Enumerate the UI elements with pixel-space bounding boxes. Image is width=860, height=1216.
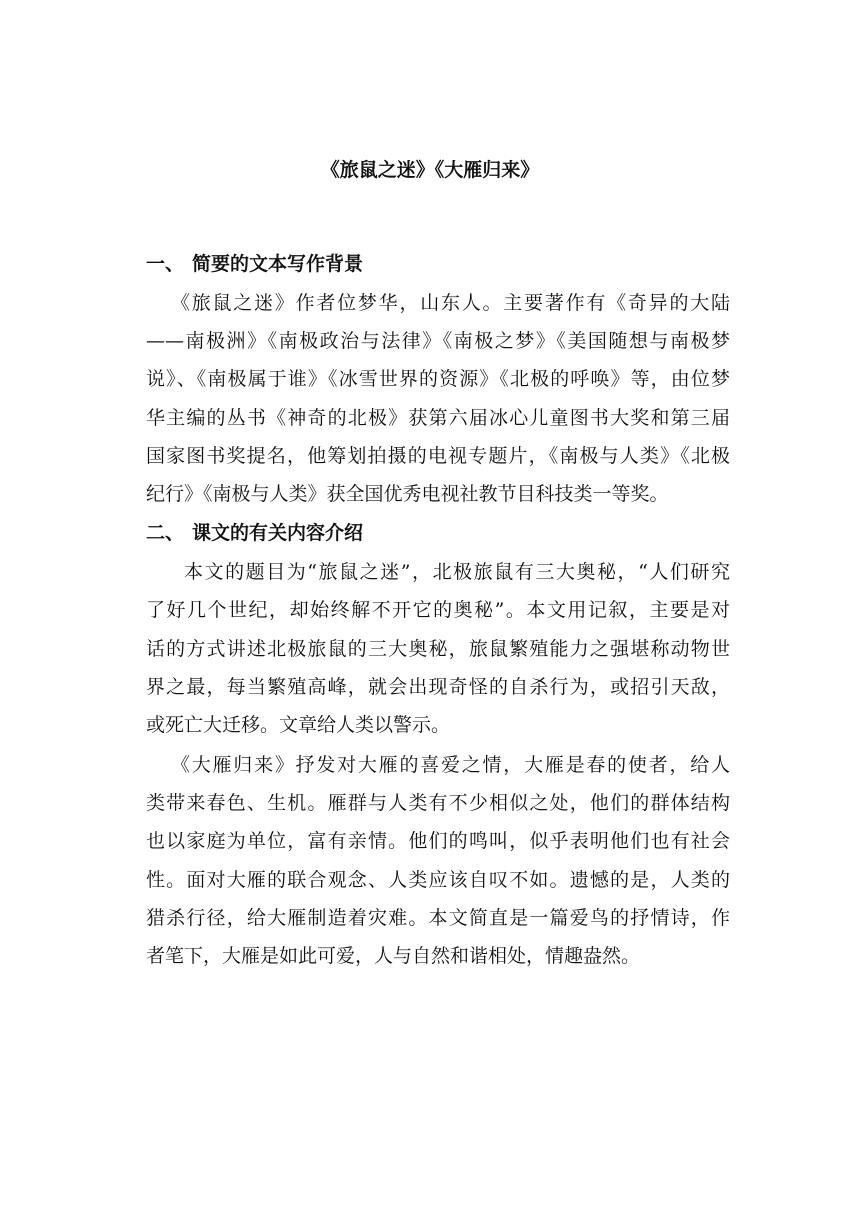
paragraph-line: 猎杀行径，给大雁制造着灾难。本文简直是一篇爱鸟的抒情诗，作	[146, 906, 730, 929]
paragraph-author-background	[146, 284, 730, 513]
paragraph-wild-geese	[146, 746, 730, 975]
paragraph-lemming	[146, 553, 730, 744]
paragraph-line: 类带来春色、生机。雁群与人类有不少相似之处，他们的群体结构	[146, 792, 730, 815]
paragraph-line: 也以家庭为单位，富有亲情。他们的鸣叫，似乎表明他们也有社会	[146, 830, 730, 853]
section-heading-background	[146, 244, 730, 284]
paragraph-line: ——南极洲》《南极政治与法律》《南极之梦》《美国随想与南极梦	[146, 330, 730, 353]
paragraph-line: 者笔下，大雁是如此可爱，人与自然和谐相处，情趣盎然。	[146, 945, 641, 967]
paragraph-line: 《旅鼠之迷》作者位梦华，山东人。主要著作有《奇异的大陆	[171, 292, 730, 314]
section-heading-text: 课文的有关内容介绍	[192, 522, 364, 545]
paragraph-line: 国家图书奖提名，他筹划拍摄的电视专题片，《南极与人类》《北极	[146, 444, 730, 467]
section-heading-content	[146, 513, 730, 553]
paragraph-line: 《大雁归来》抒发对大雁的喜爱之情，大雁是春的使者，给人	[171, 754, 730, 777]
paragraph-line: 或死亡大迁移。文章给人类以警示。	[146, 713, 451, 736]
document-title: 《旅鼠之迷》《大雁归来》	[320, 159, 540, 181]
paragraph-line: 性。面对大雁的联合观念、人类应该自叹不如。遗憾的是，人类的	[146, 868, 730, 891]
paragraph-line: 说》、《南极属于谁》《冰雪世界的资源》《北极的呼唤》等，由位梦	[146, 368, 730, 391]
paragraph-line: 本文的题目为“旅鼠之迷”，北极旅鼠有三大奥秘，“人们研究	[184, 561, 730, 584]
paragraph-line: 了好几个世纪，却始终解不开它的奥秘”。本文用记叙，主要是对	[146, 599, 730, 622]
section-number: 一、	[146, 253, 185, 275]
document-body	[146, 244, 730, 975]
paragraph-line: 华主编的丛书《神奇的北极》获第六届冰心儿童图书大奖和第三届	[146, 406, 730, 429]
paragraph-line: 话的方式讲述北极旅鼠的三大奥秘，旅鼠繁殖能力之强堪称动物世	[146, 637, 730, 660]
section-heading-text: 简要的文本写作背景	[192, 253, 364, 275]
section-number: 二、	[146, 522, 185, 545]
paragraph-line: 纪行》《南极与人类》获全国优秀电视社教节目科技类一等奖。	[146, 482, 669, 505]
paragraph-line: 界之最，每当繁殖高峰，就会出现奇怪的自杀行为，或招引天敌，	[146, 675, 730, 698]
